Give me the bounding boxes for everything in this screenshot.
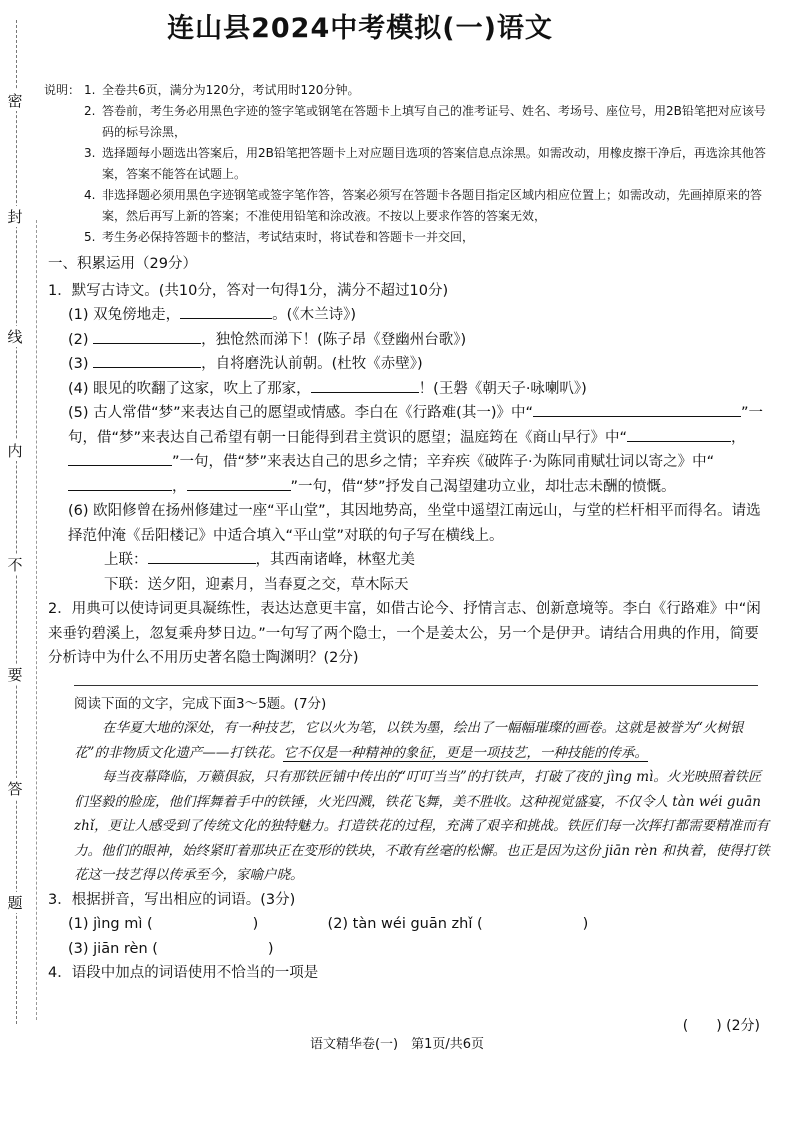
reading-paragraph-2: 每当夜幕降临，万籁俱寂，只有那铁匠铺中传出的“叮叮当当”的打铁声，打破了夜的 jìng mì。火光映照着铁匠们坚毅的脸庞，他们挥舞着手中的铁锤，火光四溅，铁花飞舞，美不胜收。这种视觉盛宴，不仅令人 tàn wéi guān zhǐ，更让人感受到了传统文化的独特魅力。打造铁花的过程，充满了艰辛和挑战。铁匠们每一次挥打都需要精准而有力。他们的眼神，始终紧盯着那块正在变形的铁块，不敢有丝毫的松懈。也正是因为这份 jiān rèn 和执着，使得打铁花这一技艺得以传承至今，家喻户晓。 (74, 769, 770, 883)
answer-line[interactable] (74, 685, 758, 686)
binding-char-4: 内 (4, 440, 26, 461)
q1-item-6: (6) 欧阳修曾在扬州修建过一座“平山堂”，其因地势高，坐堂中遥望江南远山，与堂的栏杆相平而得名。请选择范仲淹《岳阳楼记》中适合填入“平山堂”对联的句子写在横线上。 (68, 503, 761, 544)
binding-char-1: 密 (4, 90, 26, 111)
q1-item-4: (4) 眼见的吹翻了这家，吹上了那家， ！(王磐《朝天子·咏喇叭》) (68, 377, 770, 402)
page-title: 连山县2024中考模拟(一)语文 (167, 13, 553, 44)
couplet-lower: 下联：送夕阳，迎素月，当春夏之交，草木际天 (104, 576, 409, 593)
q3-row-2: (3) jiān rèn ( ) (68, 940, 274, 957)
question-3-stem: 3．根据拼音，写出相应的词语。(3分) (48, 891, 296, 908)
reading-passage (74, 692, 770, 888)
q1-item-2: (2) ，独怆然而涕下！(陈子昂《登幽州台歌》) (68, 328, 770, 353)
answer-blank[interactable] (148, 548, 256, 564)
binding-char-3: 线 (4, 326, 26, 347)
instructions (44, 80, 774, 248)
binding-dashed-line (16, 20, 17, 1024)
answer-blank[interactable] (180, 303, 272, 319)
binding-char-5: 不 (4, 554, 26, 575)
question-4-stem: 4．语段中加点的词语使用不恰当的一项是 (48, 965, 319, 981)
binding-dashed-line-inner (36, 220, 37, 1020)
binding-char-8: 题 (4, 892, 26, 913)
reading-intro: 阅读下面的文字，完成下面3～5题。(7分) (74, 695, 327, 712)
q1-item-3: (3) ，自将磨洗认前朝。(杜牧《赤壁》) (68, 352, 770, 377)
instruction-item: 3. 选择题每小题选出答案后，用2B铅笔把答题卡上对应题目选项的答案信息点涂黑。如需改动，用橡皮擦干净后，再选涂其他答案，答案不能答在试题上。 (84, 146, 766, 181)
instructions-lead: 说明： (44, 83, 81, 97)
instruction-item: 1. 全卷共6页，满分为120分，考试用时120分钟。 (84, 83, 360, 97)
answer-blank[interactable] (627, 426, 731, 442)
reading-paragraph-1: 在华夏大地的深处，有一种技艺，它以火为笔，以铁为墨，绘出了一幅幅璀璨的画卷。这就是被誉为“火树银花”的非物质文化遗产——打铁花。它不仅是一种精神的象征，更是一项技艺，一种技能的传承。 (74, 720, 744, 761)
question-1-stem: 1．默写古诗文。(共10分，答对一句得1分，满分不超过10分) (48, 282, 449, 299)
binding-char-6: 要 (4, 664, 26, 685)
q1-item-5: (5) 古人常借“梦”来表达自己的愿望或情感。李白在《行路难(其一)》中“ ”一句，借“梦”来表达自己希望有朝一日能得到君主赏识的愿望；温庭筠在《商山早行》中“ ，”一句，借“梦”来表达自己的思乡之情；辛弃疾《破阵子·为陈同甫赋壮词以寄之》中“， ”一句，借“梦”抒发自己渴望建功立业，却壮志未酬的愤慨。 (68, 401, 770, 499)
q4-answer-score: ( ) (2分) (682, 1018, 760, 1034)
instruction-item: 2. 答卷前，考生务必用黑色字迹的签字笔或钢笔在答题卡上填写自己的准考证号、姓名、考场号、座位号，用2B铅笔把对应该号码的标号涂黑， (84, 104, 766, 139)
question-2: 2．用典可以使诗词更具凝练性，表达达意更丰富，如借古论今、抒情言志、创新意境等。李白《行路难》中“闲来垂钓碧溪上，忽复乘舟梦日边。”一句写了两个隐士，一个是姜太公，另一个是伊尹。请结合用典的作用，简要分析诗中为什么不用历史著名隐士陶渊明？(2分) (48, 601, 761, 666)
answer-blank[interactable] (93, 352, 201, 368)
binding-char-2: 封 (4, 206, 26, 227)
couplet-upper: 上联： ，其西南诸峰，林壑尤美 (104, 548, 770, 573)
answer-blank[interactable] (68, 475, 172, 491)
answer-blank[interactable] (311, 377, 419, 393)
page-footer: 语文精华卷(一) 第1页/共6页 (309, 1037, 485, 1052)
instruction-item: 4. 非选择题必须用黑色字迹钢笔或签字笔作答，答案必须写在答题卡各题目指定区域内相应位置上；如需改动，先画掉原来的答案，然后再写上新的答案；不准使用铅笔和涂改液。不按以上要求作答的答案无效， (84, 188, 763, 223)
answer-blank[interactable] (533, 401, 637, 417)
binding-char-7: 答 (4, 778, 26, 799)
answer-blank[interactable] (187, 475, 291, 491)
q3-row-1: (1) jìng mì ( ) (2) tàn wéi guān zhǐ ( ) (68, 916, 589, 932)
q1-item-1: (1) 双兔傍地走， 。(《木兰诗》) (68, 303, 770, 328)
exam-content (48, 252, 770, 986)
answer-blank[interactable] (68, 450, 172, 466)
answer-blank[interactable] (637, 401, 741, 417)
instruction-item: 5. 考生务必保持答题卡的整洁，考试结束时，将试卷和答题卡一并交回， (84, 230, 475, 244)
section-heading: 一、积累运用（29分） (48, 256, 197, 272)
answer-blank[interactable] (93, 328, 201, 344)
